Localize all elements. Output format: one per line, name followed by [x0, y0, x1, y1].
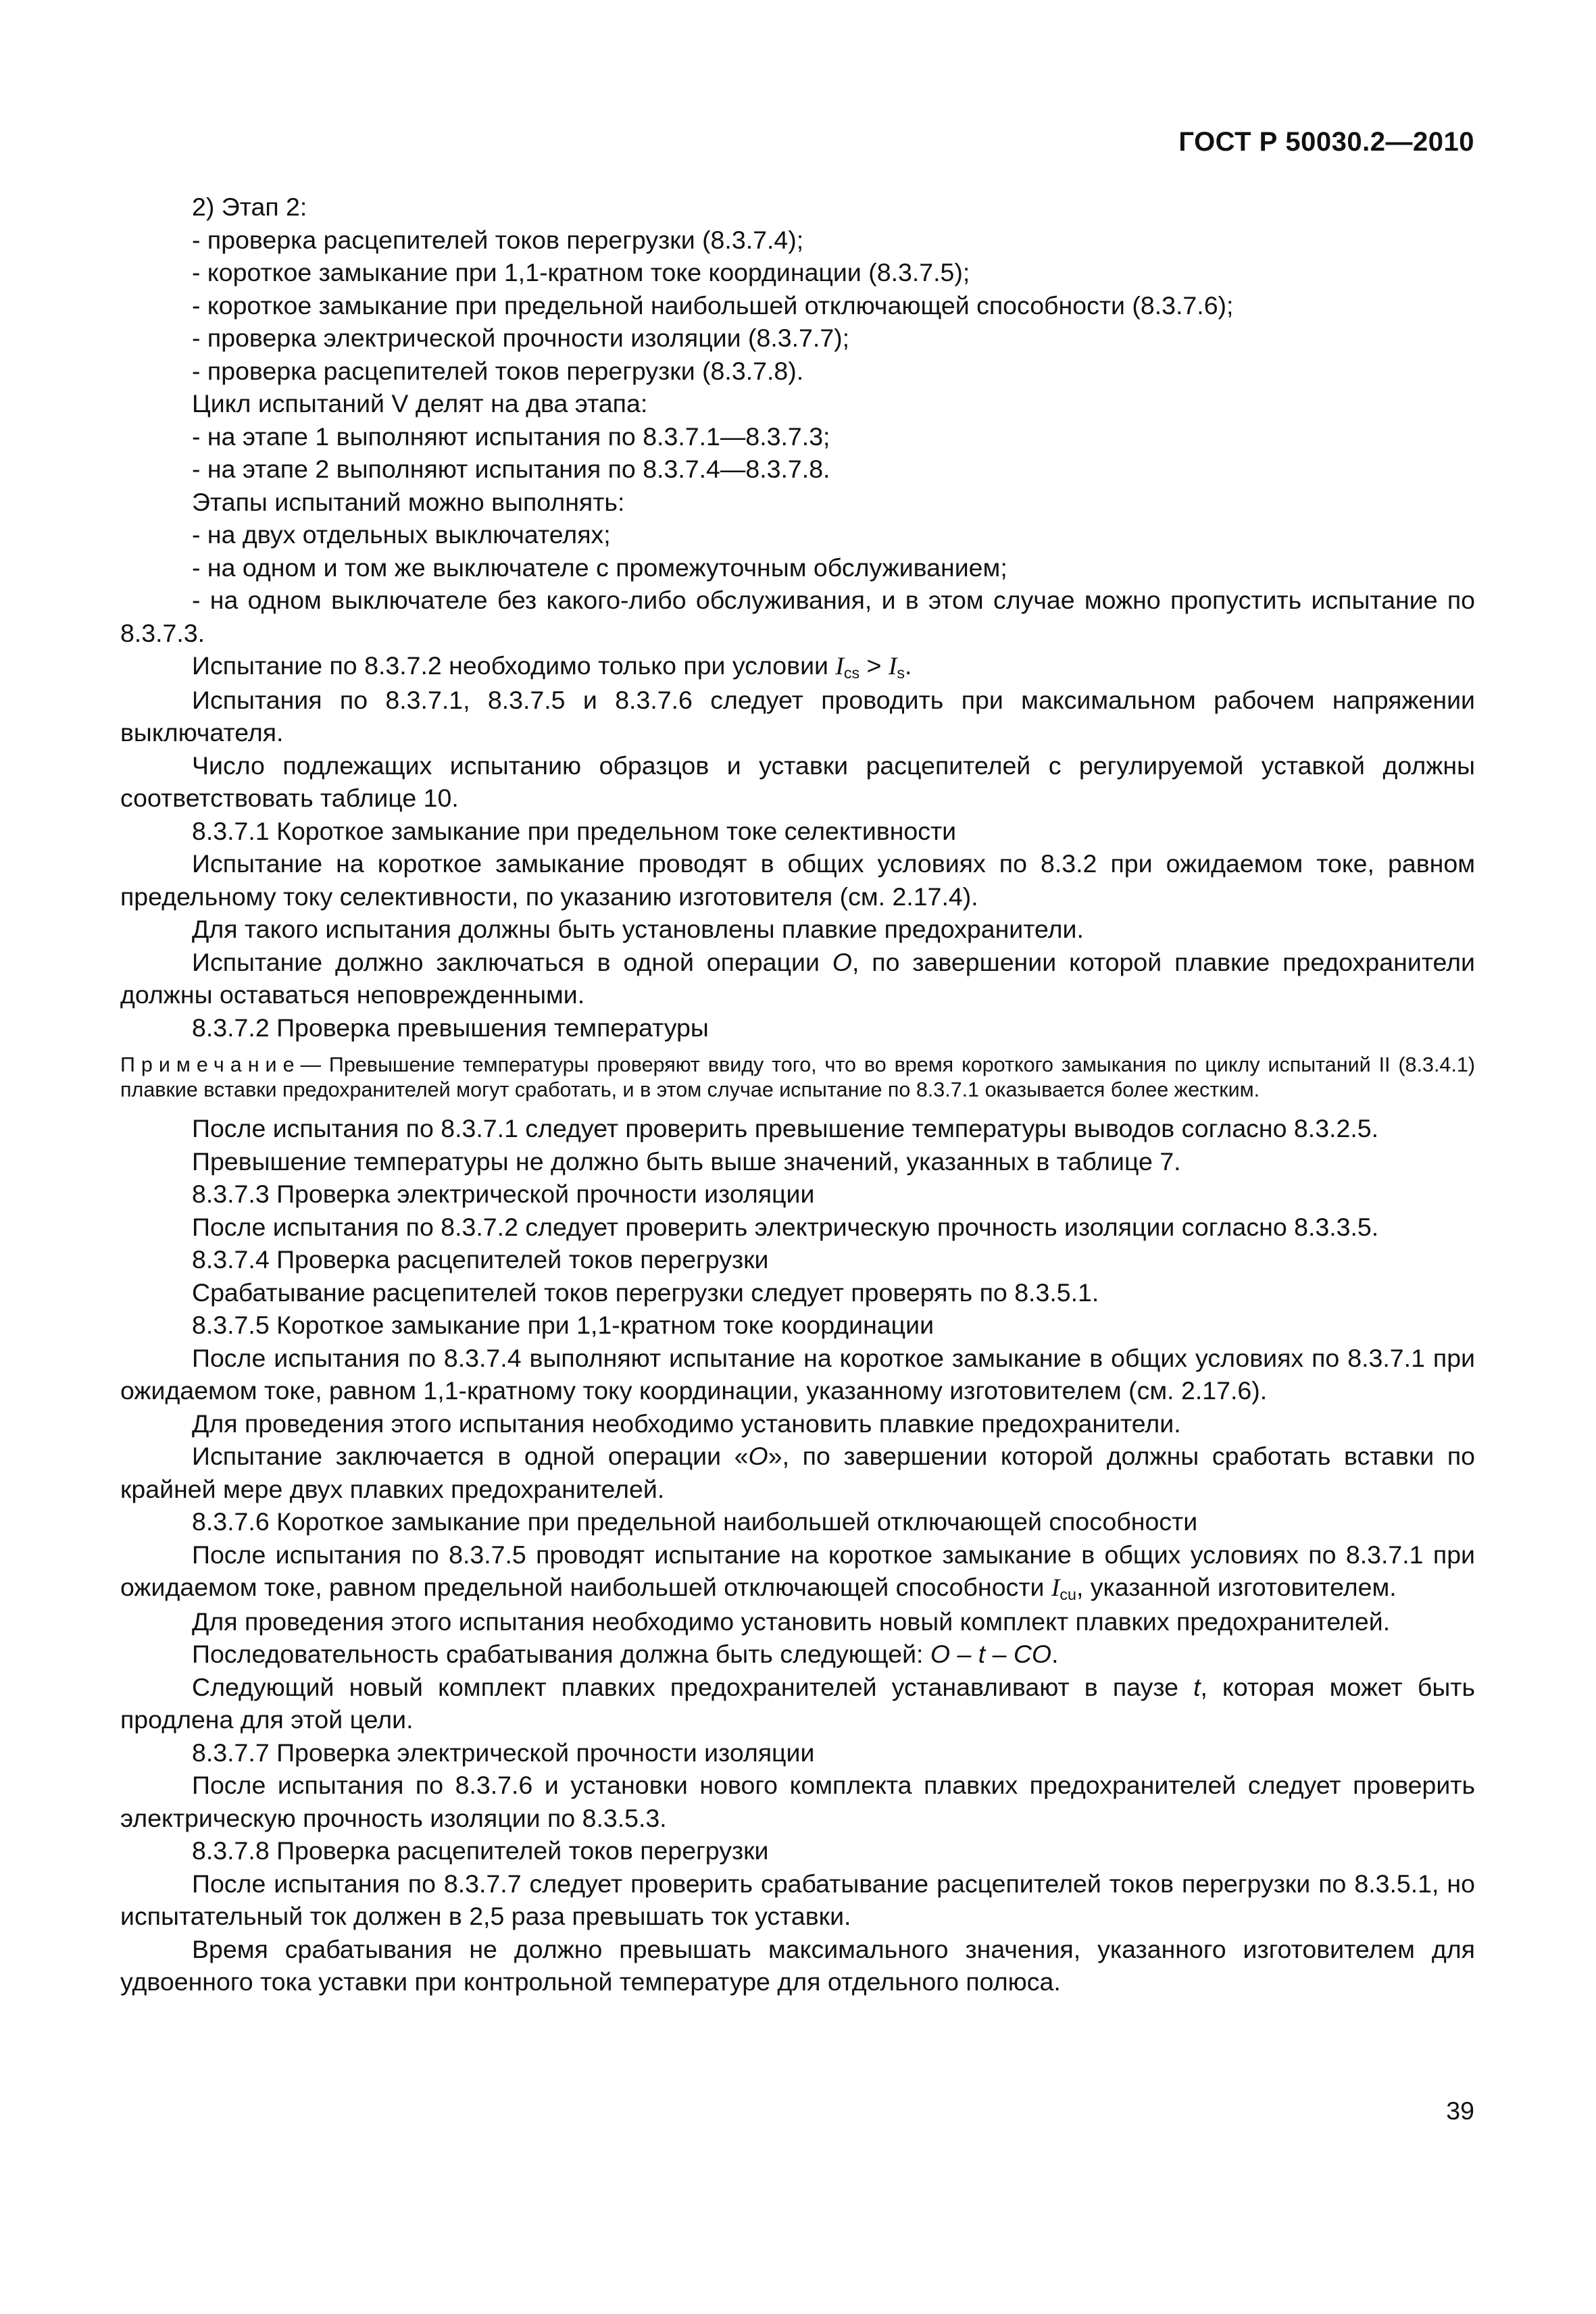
list-item: - на этапе 1 выполняют испытания по 8.3.7.1—8.3.7.3; [192, 422, 830, 451]
list-item: - на одном выключателе без какого-либо обслуживания, и в этом случае можно пропустить испытание по 8.3.7.3. [120, 586, 1475, 647]
section-heading: 8.3.7.2 Проверка превышения температуры [192, 1013, 709, 1042]
list-item: - проверка расцепителей токов перегрузки (8.3.7.8). [192, 356, 804, 385]
paragraph: Для проведения этого испытания необходимо установить плавкие предохранители. [192, 1409, 1181, 1438]
text-run: . [905, 651, 912, 680]
operation-sequence: О – t – CO [930, 1640, 1052, 1668]
text-run: , указанной изготовителем. [1076, 1573, 1397, 1601]
section-heading: 8.3.7.7 Проверка электрической прочности изоляции [192, 1738, 815, 1767]
section-heading: 8.3.7.3 Проверка электрической прочности изоляции [192, 1180, 815, 1208]
page-number: 39 [1446, 2096, 1474, 2125]
subscript: cs [843, 664, 860, 682]
list-item: - на двух отдельных выключателях; [192, 520, 611, 549]
text-run: », по завершении которой должны сработать вставки по крайней мере двух плавких предохранителей. [120, 1442, 1475, 1503]
text-run: Испытание должно заключаться в одной операции [192, 947, 832, 976]
paragraph: После испытания по 8.3.7.4 выполняют испытание на короткое замыкание в общих условиях по 8.3.7.1 при ожидаемом токе, равном 1,1-кратному току координации, указанному изготовителем (см. 2.17.6). [120, 1343, 1475, 1405]
variable-t: t [1193, 1672, 1201, 1701]
paragraph-condition [120, 649, 1475, 684]
text-run: Испытание по 8.3.7.2 необходимо только при условии [192, 651, 836, 680]
list-item: - проверка электрической прочности изоляции (8.3.7.7); [192, 324, 850, 352]
operation-symbol: О [748, 1442, 768, 1470]
subscript: cu [1059, 1586, 1076, 1603]
text-run: . [1051, 1640, 1059, 1668]
note-text: — Превышение температуры проверяют ввиду того, что во время короткого замыкания по циклу испытаний II (8.3.4.1) плавкие вставки предохранителей могут сработать, и в этом случае испытание по 8.3.7.1 оказывается более жестким. [120, 1053, 1475, 1101]
section-heading: 8.3.7.1 Короткое замыкание при предельном токе селективности [192, 816, 957, 845]
list-item: - на одном и том же выключателе с промежуточным обслуживанием; [192, 553, 1007, 582]
section-heading: 8.3.7.8 Проверка расцепителей токов перегрузки [192, 1836, 769, 1865]
text-run: , по завершении которой плавкие предохранители должны оставаться неповрежденными. [120, 947, 1475, 1009]
note [120, 1053, 1475, 1103]
section-heading: 8.3.7.6 Короткое замыкание при предельной наибольшей отключающей способности [192, 1507, 1198, 1536]
symbol-i: I [835, 653, 844, 680]
paragraph: Испытание на короткое замыкание проводят в общих условиях по 8.3.2 при ожидаемом токе, равном предельному току селективности, по указанию изготовителя (см. 2.17.4). [120, 849, 1475, 911]
list-item: - проверка расцепителей токов перегрузки (8.3.7.4); [192, 225, 804, 254]
text-run: Последовательность срабатывания должна быть следующей: [192, 1640, 930, 1668]
paragraph: После испытания по 8.3.7.7 следует проверить срабатывание расцепителей токов перегрузки по 8.3.5.1, но испытательный ток должен в 2,5 раза превышать ток уставки. [120, 1869, 1475, 1930]
list-item: - короткое замыкание при 1,1-кратном токе координации (8.3.7.5); [192, 258, 970, 286]
paragraph: Для проведения этого испытания необходимо установить новый комплект плавких предохранителей. [192, 1607, 1391, 1636]
paragraph [120, 946, 1475, 1011]
paragraph: После испытания по 8.3.7.1 следует проверить превышение температуры выводов согласно 8.3.2.5. [192, 1114, 1379, 1142]
paragraph: Число подлежащих испытанию образцов и уставки расцепителей с регулируемой уставкой должны соответствовать таблице 10. [120, 751, 1475, 812]
paragraph [120, 1440, 1475, 1505]
text-run: Испытание заключается в одной операции « [192, 1442, 749, 1470]
section-heading: 8.3.7.4 Проверка расцепителей токов перегрузки [192, 1245, 769, 1274]
paragraph: После испытания по 8.3.7.6 и установки нового комплекта плавких предохранителей следует проверить электрическую прочность изоляции по 8.3.5.3. [120, 1771, 1475, 1832]
list-item: - короткое замыкание при предельной наибольшей отключающей способности (8.3.7.6); [192, 291, 1234, 320]
text-run: , которая может быть продлена для этой цели. [120, 1672, 1475, 1734]
subscript: s [897, 664, 905, 682]
document-body [120, 191, 1475, 1998]
paragraph [120, 1538, 1475, 1605]
text-run: > [859, 651, 889, 680]
paragraph: 2) Этап 2: [192, 193, 307, 221]
paragraph: После испытания по 8.3.7.2 следует проверить электрическую прочность изоляции согласно 8.3.3.5. [192, 1212, 1379, 1241]
symbol-i: I [1051, 1574, 1060, 1602]
paragraph: Время срабатывания не должно превышать максимального значения, указанного изготовителем для удвоенного тока уставки при контрольной температуре для отдельного полюса. [120, 1934, 1475, 1996]
section-heading: 8.3.7.5 Короткое замыкание при 1,1-кратном токе координации [192, 1311, 934, 1339]
paragraph [120, 1671, 1475, 1736]
text-run: После испытания по 8.3.7.5 проводят испытание на короткое замыкание в общих условиях по 8.3.7.1 при ожидаемом токе, равном предельной наибольшей отключающей способности [120, 1540, 1475, 1601]
paragraph [120, 1638, 1475, 1671]
symbol-i: I [888, 653, 897, 680]
operation-symbol: О [832, 947, 852, 976]
paragraph: Испытания по 8.3.7.1, 8.3.7.5 и 8.3.7.6 следует проводить при максимальном рабочем напряжении выключателя. [120, 685, 1475, 747]
document-header-id: ГОСТ Р 50030.2—2010 [1178, 127, 1474, 157]
text-run: Следующий новый комплект плавких предохранителей устанавливают в паузе [192, 1672, 1194, 1701]
paragraph: Этапы испытаний можно выполнять: [192, 487, 625, 516]
paragraph: Срабатывание расцепителей токов перегрузки следует проверять по 8.3.5.1. [192, 1278, 1099, 1307]
paragraph: Для такого испытания должны быть установлены плавкие предохранители. [192, 915, 1084, 943]
paragraph: Цикл испытаний V делят на два этапа: [192, 389, 648, 418]
paragraph: Превышение температуры не должно быть выше значений, указанных в таблице 7. [192, 1147, 1181, 1176]
list-item: - на этапе 2 выполняют испытания по 8.3.7.4—8.3.7.8. [192, 455, 830, 483]
note-label: Примечание [120, 1053, 301, 1076]
